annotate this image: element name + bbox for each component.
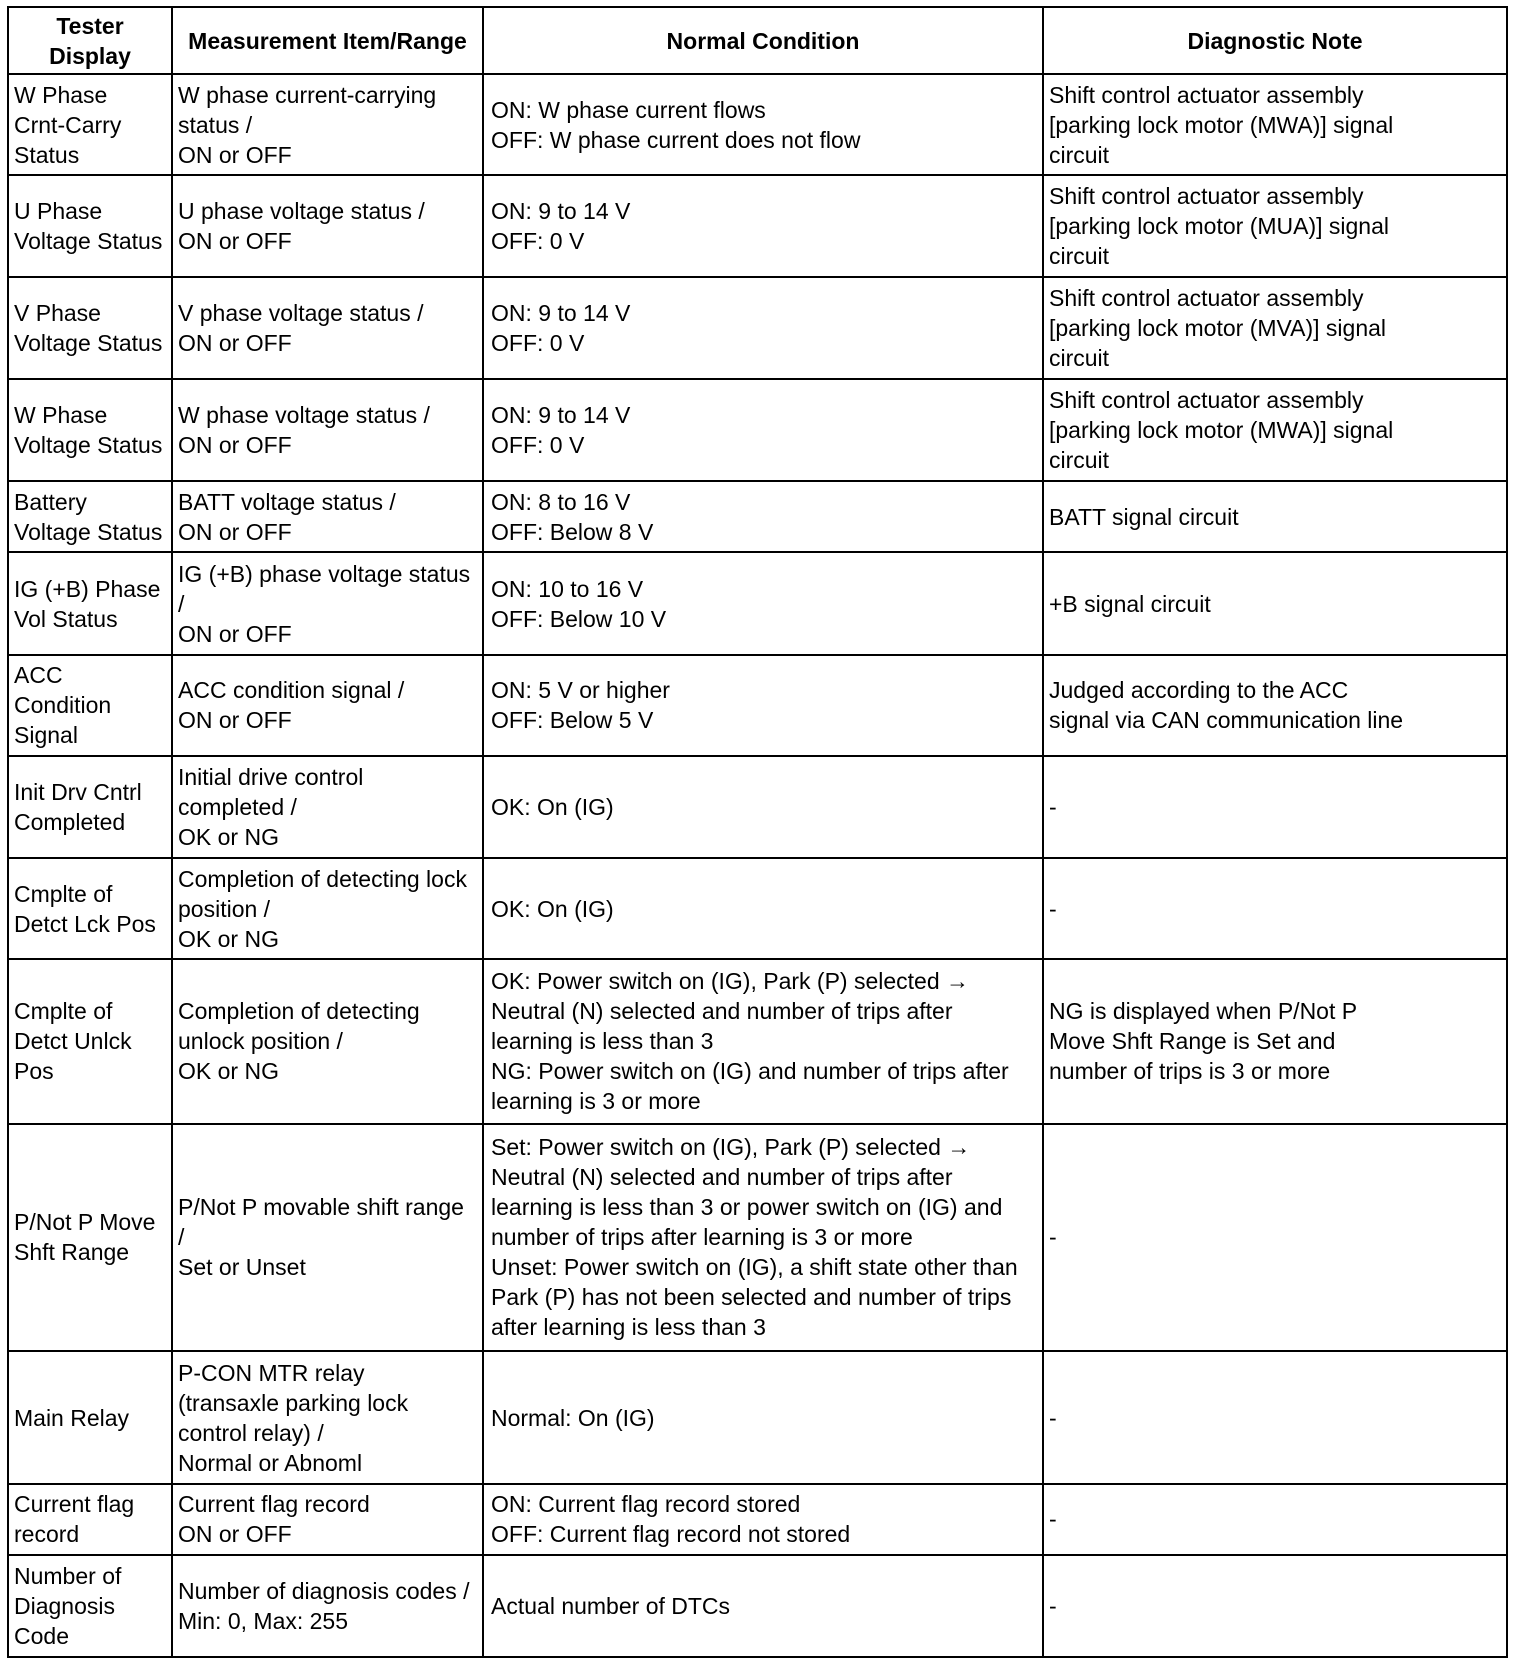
tester-display-cell: Main Relay	[8, 1351, 172, 1484]
table-row	[8, 379, 1507, 481]
diagnostic-note-cell: -	[1043, 1351, 1507, 1484]
measurement-item-cell: U phase voltage status / ON or OFF	[172, 175, 483, 277]
measurement-item-cell: V phase voltage status / ON or OFF	[172, 277, 483, 378]
header-measurement-item: Measurement Item/Range	[172, 7, 483, 74]
tester-display-cell: Init Drv Cntrl Completed	[8, 756, 172, 858]
table-row	[8, 1484, 1507, 1555]
measurement-item-cell: Current flag record ON or OFF	[172, 1484, 483, 1555]
table-row	[8, 1124, 1507, 1352]
normal-condition-cell: OK: On (IG)	[483, 858, 1043, 959]
measurement-item-cell: Completion of detecting lock position / OK or NG	[172, 858, 483, 959]
diagnostic-note-cell: -	[1043, 1124, 1507, 1352]
table-row	[8, 1555, 1507, 1657]
normal-condition-cell: ON: 9 to 14 V OFF: 0 V	[483, 175, 1043, 277]
diagnostic-note-cell: -	[1043, 1484, 1507, 1555]
tester-display-cell: U Phase Voltage Status	[8, 175, 172, 277]
tester-display-cell: P/Not P Move Shft Range	[8, 1124, 172, 1352]
normal-condition-cell: ON: 9 to 14 V OFF: 0 V	[483, 277, 1043, 378]
diagnostic-note-cell: +B signal circuit	[1043, 552, 1507, 654]
header-normal-condition: Normal Condition	[483, 7, 1043, 74]
tester-display-cell: Current flag record	[8, 1484, 172, 1555]
diagnostic-note-cell: Judged according to the ACC signal via CAN communication line	[1043, 655, 1507, 756]
measurement-item-cell: Initial drive control completed / OK or NG	[172, 756, 483, 858]
measurement-item-cell: P-CON MTR relay (transaxle parking lock control relay) / Normal or Abnoml	[172, 1351, 483, 1484]
measurement-item-cell: W phase voltage status / ON or OFF	[172, 379, 483, 481]
diagnostic-note-cell: NG is displayed when P/Not P Move Shft Range is Set and number of trips is 3 or more	[1043, 959, 1507, 1123]
tester-display-cell: V Phase Voltage Status	[8, 277, 172, 378]
table-row	[8, 552, 1507, 654]
measurement-item-cell: ACC condition signal / ON or OFF	[172, 655, 483, 756]
normal-condition-cell: Set: Power switch on (IG), Park (P) selected → Neutral (N) selected and number of trips after learning is less than 3 or power switch on (IG) and number of trips after learning is 3 or more Unset: Power switch on (IG), a shift state other than Park (P) has not been selected and number of trips after learning is less than 3	[483, 1124, 1043, 1352]
normal-condition-cell: Actual number of DTCs	[483, 1555, 1043, 1657]
data-table	[7, 6, 1508, 1658]
normal-condition-cell: OK: On (IG)	[483, 756, 1043, 858]
diagnostic-note-cell: Shift control actuator assembly [parking lock motor (MWA)] signal circuit	[1043, 379, 1507, 481]
tester-display-cell: Number of Diagnosis Code	[8, 1555, 172, 1657]
table-row	[8, 277, 1507, 378]
measurement-item-cell: Completion of detecting unlock position / OK or NG	[172, 959, 483, 1123]
diagnostic-note-cell: -	[1043, 756, 1507, 858]
table-row	[8, 74, 1507, 175]
table-row	[8, 858, 1507, 959]
header-tester-display: Tester Display	[8, 7, 172, 74]
tester-display-cell: Cmplte of Detct Lck Pos	[8, 858, 172, 959]
measurement-item-cell: BATT voltage status / ON or OFF	[172, 481, 483, 553]
table-row	[8, 481, 1507, 553]
diagnostic-note-cell: Shift control actuator assembly [parking lock motor (MWA)] signal circuit	[1043, 74, 1507, 175]
normal-condition-cell: ON: 9 to 14 V OFF: 0 V	[483, 379, 1043, 481]
tester-display-cell: Battery Voltage Status	[8, 481, 172, 553]
measurement-item-cell: IG (+B) phase voltage status / ON or OFF	[172, 552, 483, 654]
diagnostic-note-cell: -	[1043, 858, 1507, 959]
measurement-item-cell: P/Not P movable shift range / Set or Unset	[172, 1124, 483, 1352]
diagnostic-note-cell: BATT signal circuit	[1043, 481, 1507, 553]
diagnostic-note-cell: Shift control actuator assembly [parking lock motor (MVA)] signal circuit	[1043, 277, 1507, 378]
table-row	[8, 756, 1507, 858]
normal-condition-cell: ON: 10 to 16 V OFF: Below 10 V	[483, 552, 1043, 654]
tester-display-cell: W Phase Crnt-Carry Status	[8, 74, 172, 175]
table-row	[8, 175, 1507, 277]
normal-condition-cell: Normal: On (IG)	[483, 1351, 1043, 1484]
diagnostic-note-cell: Shift control actuator assembly [parking lock motor (MUA)] signal circuit	[1043, 175, 1507, 277]
tester-display-cell: W Phase Voltage Status	[8, 379, 172, 481]
normal-condition-cell: ON: Current flag record stored OFF: Current flag record not stored	[483, 1484, 1043, 1555]
header-row	[8, 7, 1507, 74]
measurement-item-cell: W phase current-carrying status / ON or OFF	[172, 74, 483, 175]
tester-display-cell: IG (+B) Phase Vol Status	[8, 552, 172, 654]
tester-display-cell: Cmplte of Detct Unlck Pos	[8, 959, 172, 1123]
normal-condition-cell: OK: Power switch on (IG), Park (P) selected → Neutral (N) selected and number of trips after learning is less than 3 NG: Power switch on (IG) and number of trips after learning is 3 or more	[483, 959, 1043, 1123]
table-row	[8, 1351, 1507, 1484]
table-row	[8, 655, 1507, 756]
normal-condition-cell: ON: 8 to 16 V OFF: Below 8 V	[483, 481, 1043, 553]
measurement-item-cell: Number of diagnosis codes / Min: 0, Max: 255	[172, 1555, 483, 1657]
tester-display-cell: ACC Condition Signal	[8, 655, 172, 756]
diagnostic-note-cell: -	[1043, 1555, 1507, 1657]
table-row	[8, 959, 1507, 1123]
normal-condition-cell: ON: 5 V or higher OFF: Below 5 V	[483, 655, 1043, 756]
header-diagnostic-note: Diagnostic Note	[1043, 7, 1507, 74]
normal-condition-cell: ON: W phase current flows OFF: W phase current does not flow	[483, 74, 1043, 175]
